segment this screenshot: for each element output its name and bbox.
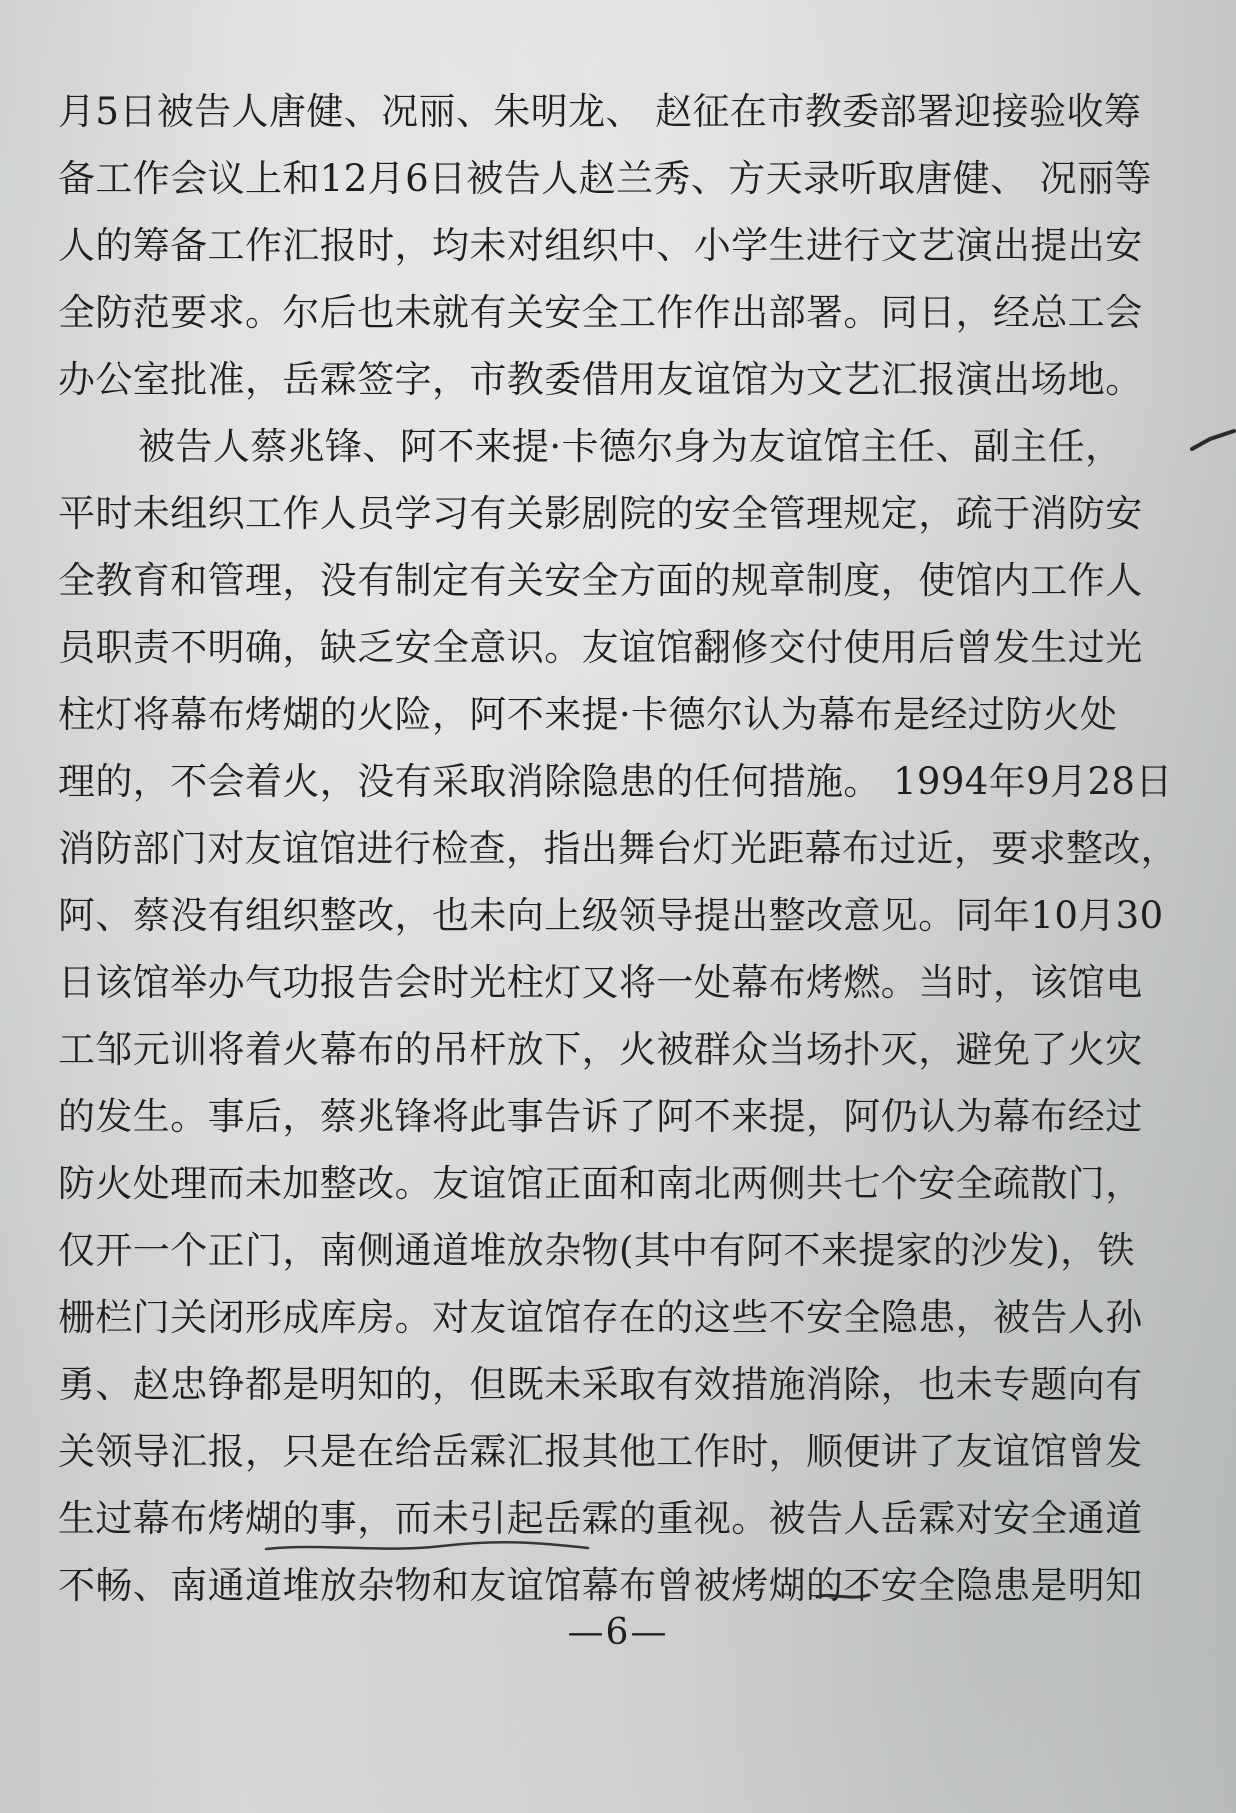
text-line: 消防部门对友谊馆进行检查，指出舞台灯光距幕布过近，要求整改， bbox=[58, 827, 1178, 870]
text-line: 不畅、南通道堆放杂物和友谊馆幕布曾被烤煳的不安全隐患是明知 bbox=[58, 1564, 1143, 1607]
text-line: 办公室批准，岳霖签字，市教委借用友谊馆为文艺汇报演出场地。 bbox=[58, 358, 1143, 401]
pen-stroke-icon bbox=[815, 1588, 871, 1604]
text-line: 防火处理而未加整改。友谊馆正面和南北两侧共七个安全疏散门， bbox=[58, 1162, 1143, 1205]
text-line: 日该馆举办气功报告会时光柱灯又将一处幕布烤燃。当时，该馆电 bbox=[58, 961, 1143, 1004]
text-line: 员职责不明确，缺乏安全意识。友谊馆翻修交付使用后曾发生过光 bbox=[58, 626, 1143, 669]
text-line: 月5日被告人唐健、况丽、朱明龙、 赵征在市教委部署迎接验收筹 bbox=[58, 90, 1142, 133]
text-line: 备工作会议上和12月6日被告人赵兰秀、方天录听取唐健、 况丽等 bbox=[58, 157, 1152, 200]
text-line: 全教育和管理，没有制定有关安全方面的规章制度，使馆内工作人 bbox=[58, 559, 1143, 602]
ink-smudge-icon bbox=[1190, 425, 1236, 455]
text-line: 生过幕布烤煳的事，而未引起岳霖的重视。被告人岳霖对安全通道 bbox=[58, 1497, 1143, 1540]
strike-scribble-icon bbox=[262, 1535, 592, 1559]
text-line: 关领导汇报，只是在给岳霖汇报其他工作时，顺便讲了友谊馆曾发 bbox=[58, 1430, 1143, 1473]
paragraph-start-line: 被告人蔡兆锋、阿不来提·卡德尔身为友谊馆主任、副主任， bbox=[138, 425, 1123, 468]
text-line: 平时未组织工作人员学习有关影剧院的安全管理规定，疏于消防安 bbox=[58, 492, 1143, 535]
text-line: 栅栏门关闭形成库房。对友谊馆存在的这些不安全隐患，被告人孙 bbox=[58, 1296, 1143, 1339]
text-line: 勇、赵忠铮都是明知的，但既未采取有效措施消除，也未专题向有 bbox=[58, 1363, 1143, 1406]
text-line: 阿、蔡没有组织整改，也未向上级领导提出整改意见。同年10月30 bbox=[58, 894, 1164, 937]
text-line: 仅开一个正门，南侧通道堆放杂物(其中有阿不来提家的沙发)，铁 bbox=[58, 1229, 1135, 1272]
text-line: 的发生。事后，蔡兆锋将此事告诉了阿不来提，阿仍认为幕布经过 bbox=[58, 1095, 1143, 1138]
text-line: 柱灯将幕布烤煳的火险，阿不来提·卡德尔认为幕布是经过防火处 bbox=[58, 693, 1118, 736]
text-line: 工邹元训将着火幕布的吊杆放下，火被群众当场扑灭，避免了火灾 bbox=[58, 1028, 1143, 1071]
document-body bbox=[58, 78, 1178, 1619]
text-line: 全防范要求。尔后也未就有关安全工作作出部署。同日，经总工会 bbox=[58, 291, 1143, 334]
page-number: —6— bbox=[567, 1612, 669, 1653]
text-line: 理的，不会着火，没有采取消除隐患的任何措施。 1994年9月28日 bbox=[58, 760, 1173, 803]
text-line: 人的筹备工作汇报时，均未对组织中、小学生进行文艺演出提出安 bbox=[58, 224, 1143, 267]
